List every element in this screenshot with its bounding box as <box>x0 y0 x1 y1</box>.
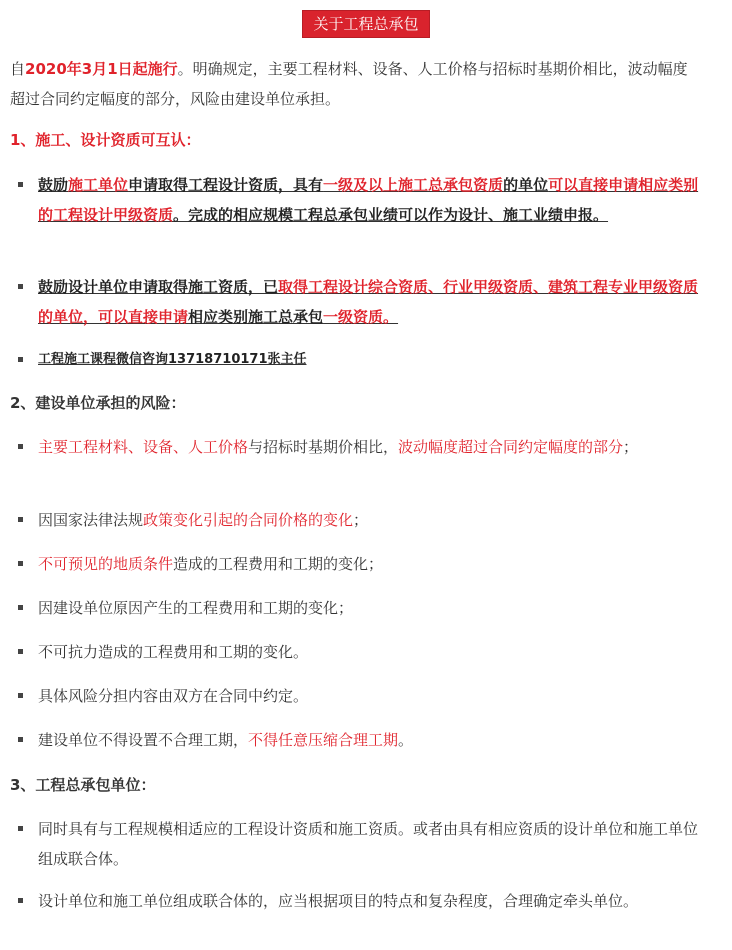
s1i1-e: 的单位 <box>503 176 549 194</box>
bullet-icon <box>18 284 23 289</box>
s2i3-red1: 不可预见的地质条件 <box>38 555 174 573</box>
intro-prefix: 自 <box>10 60 26 78</box>
bullet-icon <box>18 517 23 522</box>
section2-item-6-text: 具体风险分担内容由双方在合同中约定。 <box>38 687 309 705</box>
s1i2-d: 一级资质。 <box>323 308 399 326</box>
bullet-icon <box>18 357 23 362</box>
bullet-icon <box>18 649 23 654</box>
title-wrap <box>0 10 732 38</box>
section3-heading: 3、工程总承包单位： <box>10 776 156 794</box>
section2-item-2-text <box>38 505 700 535</box>
section3-item-1 <box>18 814 700 874</box>
section2-item-6 <box>18 681 700 711</box>
section2-item-5 <box>18 637 700 667</box>
bullet-icon <box>18 826 23 831</box>
s2i1-black2: ； <box>623 438 639 456</box>
section2-item-2 <box>18 505 700 535</box>
s1i1-g: 。完成的相应规模工程总承包业绩可以作为设计、施工业绩申报。 <box>173 206 609 224</box>
section1-item-2-text <box>38 272 700 332</box>
intro-rest: 。明确规定，主要工程材料、设备、人工价格与招标时基期价相比，波动幅度超过合同约定幅度的部分，风险由建设单位承担。 <box>10 60 688 108</box>
section3-item-2 <box>18 886 700 916</box>
bullet-icon <box>18 693 23 698</box>
s2i3-black1: 造成的工程费用和工期的变化； <box>173 555 384 573</box>
bullet-icon <box>18 898 23 903</box>
section2-item-7-text <box>38 725 700 755</box>
s1i2-b: 取得工程设计综合资质、行业甲级资质、建筑工程专业甲级资质的单位，可以直接申请 <box>38 278 699 326</box>
section1-item-2 <box>18 272 700 332</box>
section2-item-1 <box>18 432 700 462</box>
section1-item-3 <box>18 345 700 375</box>
s1i1-a: 鼓励 <box>38 176 69 194</box>
intro-date: 2020年3月1日起施行 <box>25 60 178 78</box>
s2i1-black1: 与招标时基期价相比， <box>248 438 399 456</box>
bullet-icon <box>18 737 23 742</box>
s1i1-d: 一级及以上施工总承包资质 <box>323 176 504 194</box>
section2-item-3-text <box>38 549 700 579</box>
section2-item-7 <box>18 725 700 755</box>
intro-paragraph <box>10 54 700 114</box>
s2i2-red1: 政策变化引起的合同价格的变化 <box>143 511 354 529</box>
section2-item-4-text: 因建设单位原因产生的工程费用和工期的变化； <box>38 599 354 617</box>
s1i2-a: 鼓励设计单位申请取得施工资质，已 <box>38 278 279 296</box>
s2i1-red1: 主要工程材料、设备、人工价格 <box>38 438 249 456</box>
s2i2-black1: 因国家法律法规 <box>38 511 144 529</box>
s1i1-b: 施工单位 <box>68 176 129 194</box>
s2i7-black1: 建设单位不得设置不合理工期， <box>38 731 249 749</box>
page-title: 关于工程总承包 <box>302 10 429 38</box>
bullet-icon <box>18 182 23 187</box>
section2-heading: 2、建设单位承担的风险： <box>10 394 186 412</box>
s2i7-red1: 不得任意压缩合理工期 <box>248 731 399 749</box>
contact-text: 工程施工课程微信咨询13718710171张主任 <box>38 352 307 367</box>
section2-item-5-text: 不可抗力造成的工程费用和工期的变化。 <box>38 643 309 661</box>
bullet-icon <box>18 605 23 610</box>
section2-item-4 <box>18 593 700 623</box>
s2i1-red2: 波动幅度超过合同约定幅度的部分 <box>398 438 624 456</box>
s1i2-c: 相应类别施工总承包 <box>188 308 324 326</box>
section1-item-1 <box>18 170 700 230</box>
bullet-icon <box>18 444 23 449</box>
s1i1-f: 可以直接申请相应类别的工程设计甲级资质 <box>38 176 699 224</box>
section2-item-1-text <box>38 432 700 462</box>
section1-heading: 1、施工、设计资质可互认： <box>10 131 201 149</box>
section3-item-1-text: 同时具有与工程规模相适应的工程设计资质和施工资质。或者由具有相应资质的设计单位和施工单位组成联合体。 <box>38 820 699 868</box>
section3-item-2-text: 设计单位和施工单位组成联合体的，应当根据项目的特点和复杂程度，合理确定牵头单位。 <box>38 892 639 910</box>
s2i2-black2: ； <box>353 511 369 529</box>
section1-item-1-text <box>38 170 700 230</box>
section2-item-3 <box>18 549 700 579</box>
s2i7-black2: 。 <box>398 731 414 749</box>
s1i1-c: 申请取得工程设计资质，具有 <box>128 176 324 194</box>
bullet-icon <box>18 561 23 566</box>
